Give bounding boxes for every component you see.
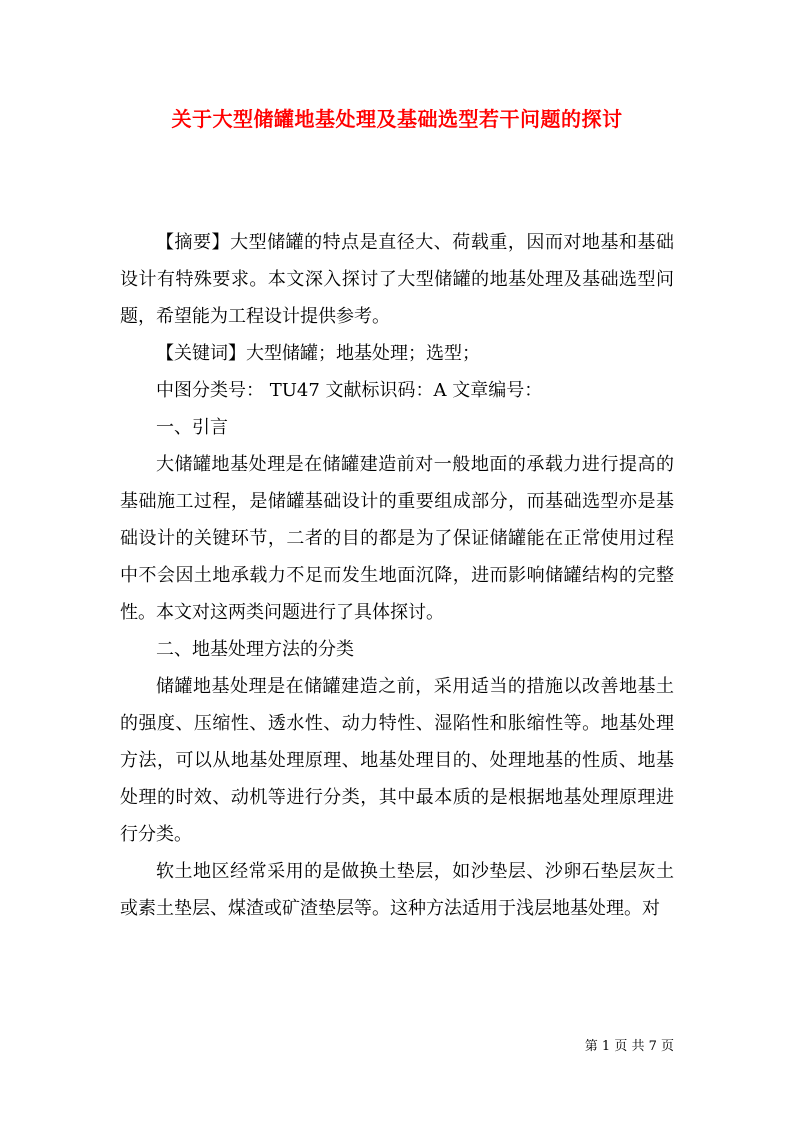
page-number-footer: 第 1 页 共 7 页 <box>584 1039 674 1054</box>
document-title: 关于大型储罐地基处理及基础选型若干问题的探讨 <box>171 107 623 131</box>
section-heading-classification: 二、地基处理方法的分类 <box>156 639 354 660</box>
soft-soil-paragraph: 软土地区经常采用的是做换土垫层，如沙垫层、沙卵石垫层灰土或素土垫层、煤渣或矿渣垫层等。这种方法适用于浅层地基处理。对 <box>120 861 674 919</box>
classification-body-paragraph: 储罐地基处理是在储罐建造之前，采用适当的措施以改善地基土的强度、压缩性、透水性、动力特性、湿陷性和胀缩性等。地基处理方法，可以从地基处理原理、地基处理目的、处理地基的性质、地基处理的时效、动机等进行分类，其中最本质的是根据地基处理原理进行分类。 <box>120 676 674 845</box>
abstract-paragraph: 【摘要】大型储罐的特点是直径大、荷载重，因而对地基和基础设计有特殊要求。本文深入探讨了大型储罐的地基处理及基础选型问题，希望能为工程设计提供参考。 <box>120 232 674 327</box>
section-heading-introduction: 一、引言 <box>156 417 228 438</box>
keywords-paragraph: 【关键词】大型储罐；地基处理；选型； <box>156 343 480 364</box>
introduction-paragraph: 大储罐地基处理是在储罐建造前对一般地面的承载力进行提高的基础施工过程，是储罐基础设计的重要组成部分，而基础选型亦是基础设计的关键环节，二者的目的都是为了保证储罐能在正常使用过程中不会因土地承载力不足而发生地面沉降，进而影响储罐结构的完整性。本文对这两类问题进行了具体探讨。 <box>120 454 674 623</box>
classification-paragraph: 中图分类号： TU47 文献标识码：A 文章编号： <box>156 380 543 401</box>
document-body <box>120 224 674 927</box>
